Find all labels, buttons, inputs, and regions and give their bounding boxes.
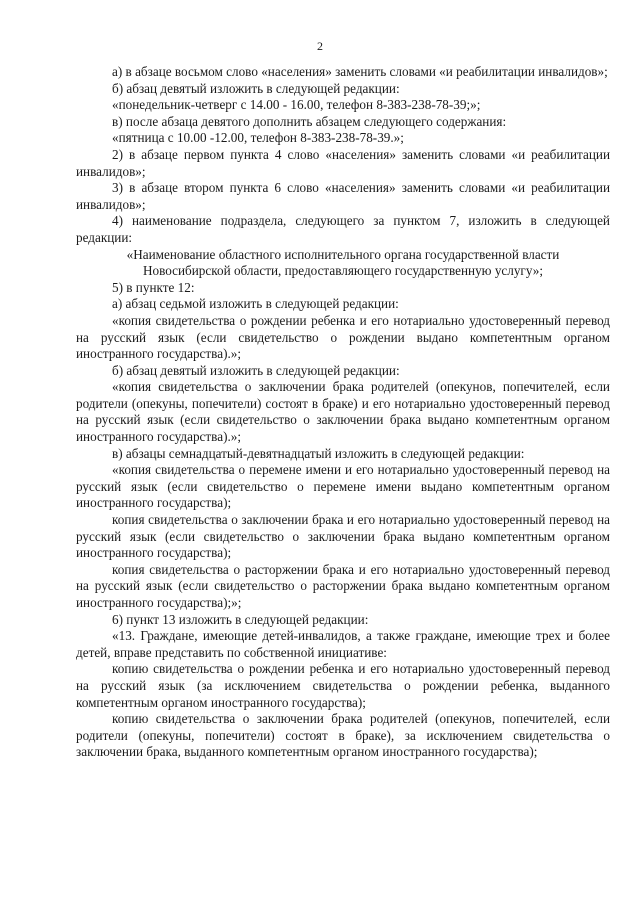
paragraph: а) в абзаце восьмом слово «населения» заменить словами «и реабилитации инвалидов»; (112, 64, 608, 79)
subsection-title-quote: «Наименование областного исполнительного органа государственной власти Новосибирской области, предоставляющего государственную услугу»; (126, 246, 560, 279)
paragraph: «13. Граждане, имеющие детей-инвалидов, а также граждане, имеющие трех и более детей, вправе представить по собственной инициативе: (76, 628, 610, 660)
paragraph: копия свидетельства о расторжении брака и его нотариально удостоверенный перевод на русский язык (если свидетельство о расторжении брака выдано компетентным органом иностранного государства);»; (76, 561, 610, 610)
paragraph: «копия свидетельства о рождении ребенка и его нотариально удостоверенный перевод на русский язык (если свидетельство о рождении выдано компетентным органом иностранного государства).»; (76, 312, 610, 362)
paragraph: 4) наименование подраздела, следующего за пунктом 7, изложить в следующей редакции: (76, 213, 610, 245)
paragraph: копия свидетельства о заключении брака и его нотариально удостоверенный перевод на русский язык (если свидетельство о заключении брака выдано компетентным органом иностранного государства); (76, 512, 610, 561)
document-body (76, 64, 610, 761)
paragraph: а) абзац седьмой изложить в следующей редакции: (112, 296, 399, 312)
paragraph: «копия свидетельства о перемене имени и его нотариально удостоверенный перевод на русский язык (если свидетельство о перемене имени выдано компетентным органом иностранного государства); (76, 462, 610, 511)
paragraph: «понедельник-четверг с 14.00 - 16.00, телефон 8-383-238-78-39;»; (112, 97, 481, 113)
paragraph: б) абзац девятый изложить в следующей редакции: (112, 362, 400, 378)
paragraph: 3) в абзаце втором пункта 6 слово «населения» заменить словами «и реабилитации инвалидов»; (76, 180, 610, 212)
paragraph: «пятница с 10.00 -12.00, телефон 8-383-238-78-39.»; (112, 130, 404, 146)
paragraph: 5) в пункте 12: (112, 279, 195, 295)
paragraph: копию свидетельства о рождении ребенка и его нотариально удостоверенный перевод на русский язык (за исключением свидетельства о рождении ребенка, выданного компетентным органом иностранного государства); (76, 661, 610, 710)
paragraph: б) абзац девятый изложить в следующей редакции: (112, 80, 400, 96)
paragraph: 6) пункт 13 изложить в следующей редакции: (112, 611, 369, 627)
paragraph: копию свидетельства о заключении брака родителей (опекунов, попечителей, если родители (опекуны, попечители) состоят в браке), за исключением свидетельства о заключении брака, выданного компетентным органом иностранного государства); (76, 711, 610, 760)
paragraph: 2) в абзаце первом пункта 4 слово «населения» заменить словами «и реабилитации инвалидов»; (76, 146, 610, 179)
paragraph: «копия свидетельства о заключении брака родителей (опекунов, попечителей, если родители (опекуны, попечители) состоят в браке) и его нотариально удостоверенный перевод на русский язык (если свидетельство о заключении брака выдано компетентным органом иностранного государства).»; (76, 379, 610, 445)
page-number: 2 (317, 39, 323, 53)
paragraph: в) абзацы семнадцатый-девятнадцатый изложить в следующей редакции: (112, 445, 525, 461)
paragraph: в) после абзаца девятого дополнить абзацем следующего содержания: (112, 113, 507, 129)
